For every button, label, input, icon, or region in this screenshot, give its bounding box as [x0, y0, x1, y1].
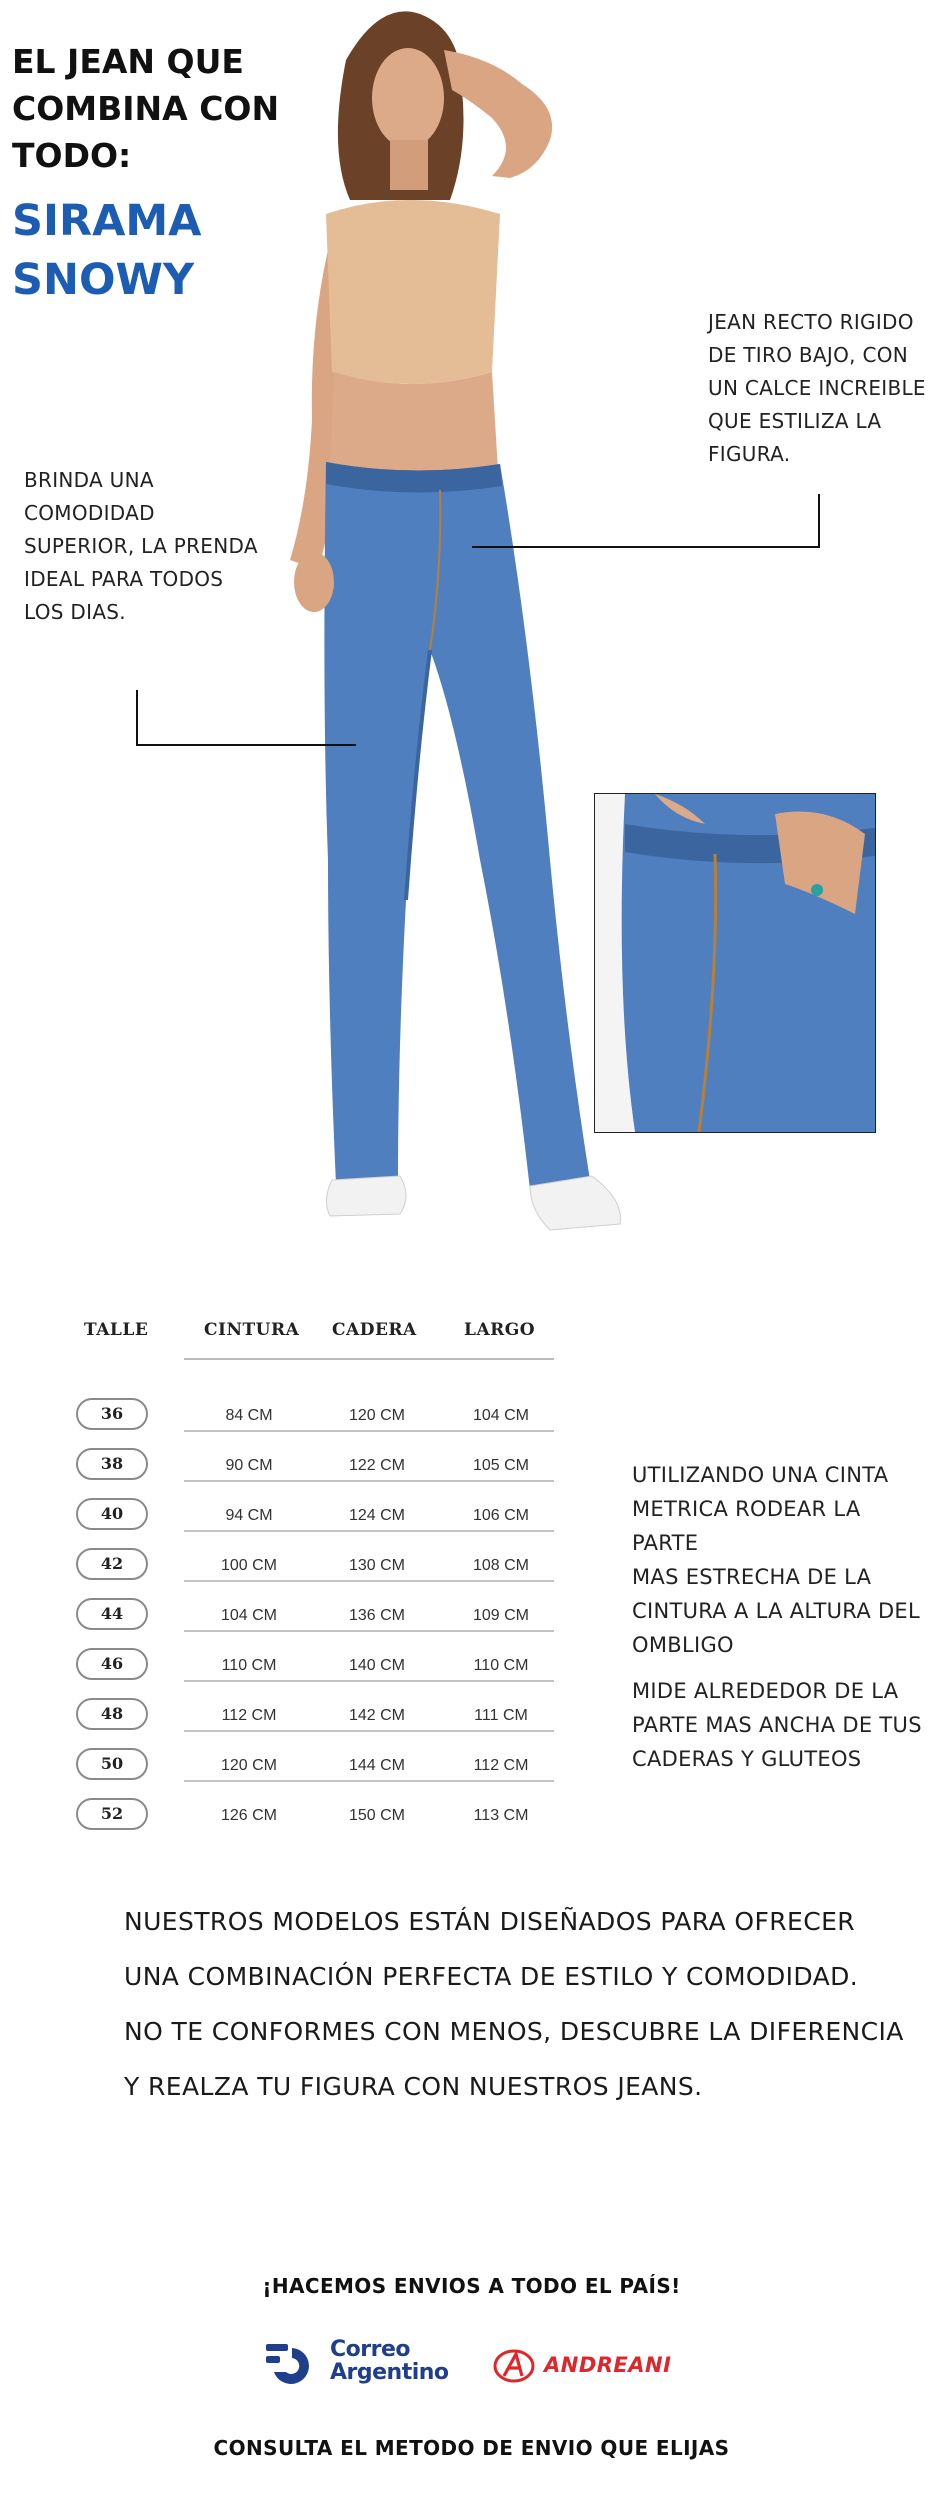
- carrier-name-line: Correo: [330, 2337, 410, 2362]
- largo-cell: 110 CM: [473, 1657, 529, 1674]
- promo-paragraph: [124, 1894, 904, 2114]
- promo-line: NO TE CONFORMES CON MENOS, DESCUBRE LA DIFERENCIA: [124, 2017, 904, 2046]
- product-name-line: SIRAMA: [12, 196, 202, 246]
- cintura-cell: 94 CM: [225, 1507, 273, 1524]
- instruction-line: OMBLIGO: [632, 1633, 734, 1657]
- cintura-cell: 84 CM: [225, 1407, 273, 1424]
- largo-cell: 108 CM: [472, 1557, 530, 1574]
- detail-zoom-photo: [594, 793, 876, 1133]
- size-pill: 46: [76, 1648, 148, 1680]
- callout-line: IDEAL PARA TODOS: [24, 567, 224, 591]
- row-divider: [184, 1730, 554, 1732]
- hips-measure-instructions: [632, 1674, 932, 1776]
- callout-line: QUE ESTILIZA LA: [708, 409, 882, 433]
- callout-leader-line: [818, 494, 820, 548]
- row-divider: [184, 1780, 554, 1782]
- largo-cell: 104 CM: [472, 1407, 530, 1424]
- row-divider: [184, 1580, 554, 1582]
- headline-line: TODO:: [12, 136, 132, 175]
- column-header-talle: TALLE: [84, 1320, 149, 1340]
- instruction-line: MAS ESTRECHA DE LA: [632, 1565, 872, 1589]
- cadera-cell: 142 CM: [348, 1707, 406, 1724]
- product-name: [12, 192, 312, 310]
- instruction-line: PARTE MAS ANCHA DE TUS: [632, 1713, 922, 1737]
- andreani-logo-icon: [492, 2348, 536, 2384]
- column-header-cintura: CINTURA: [204, 1320, 300, 1340]
- row-divider: [184, 1430, 554, 1432]
- instruction-line: CADERAS Y GLUTEOS: [632, 1747, 862, 1771]
- callout-line: COMODIDAD: [24, 501, 155, 525]
- header-divider: [184, 1358, 554, 1360]
- largo-cell: 111 CM: [474, 1707, 528, 1724]
- size-row: [60, 1594, 570, 1644]
- cadera-cell: 120 CM: [348, 1407, 406, 1424]
- promo-line: NUESTROS MODELOS ESTÁN DISEÑADOS PARA OFRECER: [124, 1907, 856, 1936]
- largo-cell: 106 CM: [472, 1507, 530, 1524]
- row-divider: [184, 1630, 554, 1632]
- largo-cell: 112 CM: [473, 1757, 529, 1774]
- instruction-line: UTILIZANDO UNA CINTA: [632, 1463, 889, 1487]
- cadera-cell: 124 CM: [348, 1507, 406, 1524]
- column-header-largo: LARGO: [464, 1320, 536, 1340]
- size-pill: 48: [76, 1698, 148, 1730]
- cadera-cell: 150 CM: [348, 1807, 406, 1824]
- row-divider: [184, 1480, 554, 1482]
- largo-cell: 109 CM: [472, 1607, 530, 1624]
- correo-argentino-logo-icon: [264, 2342, 322, 2386]
- waist-measure-instructions: [632, 1458, 932, 1662]
- size-pill: 50: [76, 1748, 148, 1780]
- largo-cell: 105 CM: [472, 1457, 530, 1474]
- cintura-cell: 90 CM: [225, 1457, 273, 1474]
- callout-line: UN CALCE INCREIBLE: [708, 376, 926, 400]
- instruction-line: MIDE ALREDEDOR DE LA: [632, 1679, 899, 1703]
- cadera-cell: 130 CM: [348, 1557, 406, 1574]
- row-divider: [184, 1680, 554, 1682]
- row-divider: [184, 1530, 554, 1532]
- headline-line: EL JEAN QUE: [12, 42, 244, 81]
- cadera-cell: 144 CM: [348, 1757, 406, 1774]
- product-name-line: SNOWY: [12, 255, 195, 305]
- callout-line: BRINDA UNA: [24, 468, 154, 492]
- shipping-method-note: CONSULTA EL METODO DE ENVIO QUE ELIJAS: [213, 2436, 730, 2460]
- feature-callout-fit: [708, 306, 938, 471]
- size-chart: [60, 1320, 570, 1840]
- callout-line: SUPERIOR, LA PRENDA: [24, 534, 258, 558]
- cintura-cell: 104 CM: [220, 1607, 278, 1624]
- feature-callout-comfort: [24, 464, 264, 629]
- cadera-cell: 136 CM: [348, 1607, 406, 1624]
- callout-line: DE TIRO BAJO, CON: [708, 343, 909, 367]
- callout-line: JEAN RECTO RIGIDO: [708, 310, 914, 334]
- size-row: [60, 1694, 570, 1744]
- carrier-name-line: Argentino: [330, 2360, 449, 2385]
- size-row: [60, 1494, 570, 1544]
- correo-argentino-logo: [264, 2336, 464, 2396]
- cintura-cell: 120 CM: [220, 1757, 278, 1774]
- size-pill: 42: [76, 1548, 148, 1580]
- size-row: [60, 1744, 570, 1794]
- size-pill: 40: [76, 1498, 148, 1530]
- andreani-logo: [492, 2346, 692, 2386]
- size-pill: 36: [76, 1398, 148, 1430]
- size-row: [60, 1444, 570, 1494]
- callout-leader-line: [136, 744, 356, 746]
- size-row: [60, 1394, 570, 1444]
- correo-argentino-wordmark: [330, 2338, 449, 2384]
- instruction-line: CINTURA A LA ALTURA DEL: [632, 1599, 921, 1623]
- size-pill: 38: [76, 1448, 148, 1480]
- callout-line: FIGURA.: [708, 442, 791, 466]
- andreani-wordmark: ANDREANI: [544, 2353, 672, 2377]
- size-pill: 44: [76, 1598, 148, 1630]
- size-pill: 52: [76, 1798, 148, 1830]
- size-row: [60, 1794, 570, 1844]
- headline-line: COMBINA CON: [12, 89, 280, 128]
- largo-cell: 113 CM: [473, 1807, 529, 1824]
- cadera-cell: 122 CM: [348, 1457, 406, 1474]
- column-header-cadera: CADERA: [332, 1320, 417, 1340]
- instruction-line: METRICA RODEAR LA PARTE: [632, 1497, 861, 1555]
- cadera-cell: 140 CM: [348, 1657, 406, 1674]
- promo-line: Y REALZA TU FIGURA CON NUESTROS JEANS.: [124, 2072, 703, 2101]
- shipping-title: ¡HACEMOS ENVIOS A TODO EL PAÍS!: [262, 2274, 681, 2298]
- jeans-detail-image: [595, 794, 875, 1132]
- callout-line: LOS DIAS.: [24, 600, 126, 624]
- callout-leader-line: [136, 690, 138, 746]
- promo-line: UNA COMBINACIÓN PERFECTA DE ESTILO Y COMODIDAD.: [124, 1962, 859, 1991]
- cintura-cell: 112 CM: [221, 1707, 277, 1724]
- cintura-cell: 100 CM: [220, 1557, 278, 1574]
- cintura-cell: 126 CM: [220, 1807, 278, 1824]
- cintura-cell: 110 CM: [221, 1657, 277, 1674]
- headline: [12, 38, 312, 179]
- size-row: [60, 1544, 570, 1594]
- callout-leader-line: [472, 546, 820, 548]
- size-row: [60, 1644, 570, 1694]
